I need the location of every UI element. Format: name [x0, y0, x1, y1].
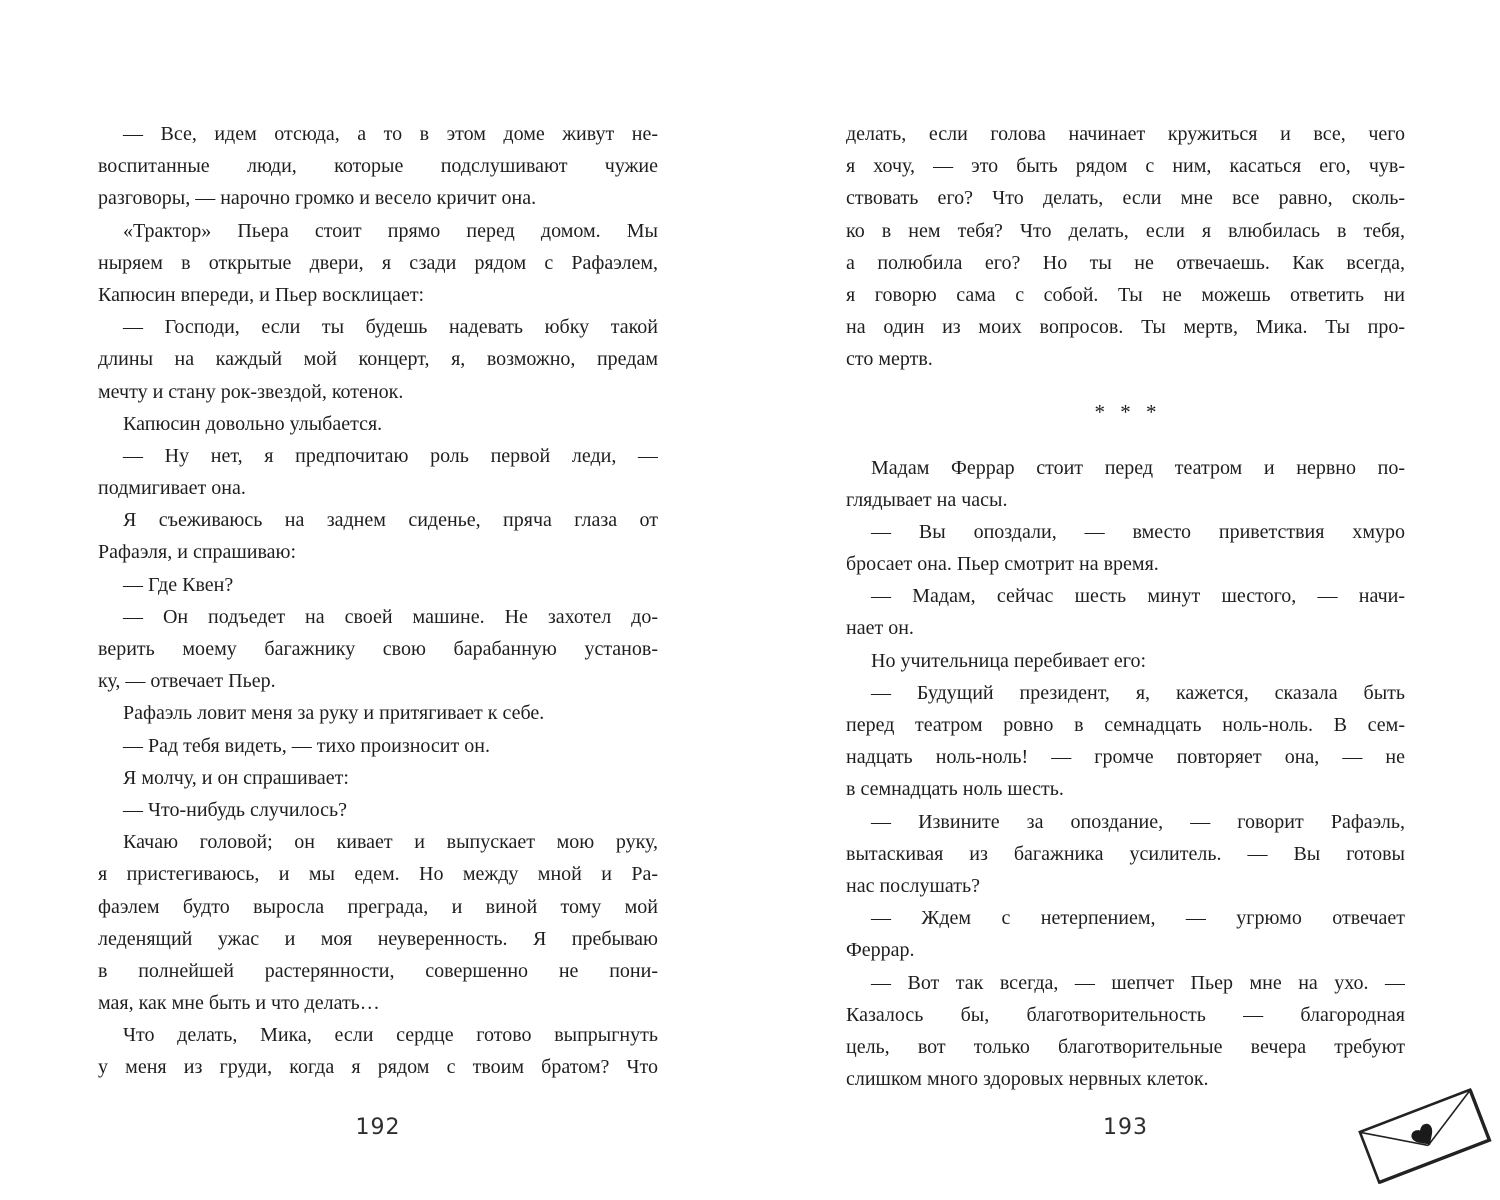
text-line: разговоры, — нарочно громко и весело кричит она. [98, 187, 537, 210]
text-line: в полнейшей растерянности, совершенно не пони- [98, 959, 658, 982]
text-line: я пристегиваюсь, и мы едем. Но между мной и Ра- [98, 863, 658, 886]
text-line: «Трактор» Пьера стоит прямо перед домом. Мы [123, 219, 658, 242]
text-line: Мадам Феррар стоит перед театром и нервно по- [871, 456, 1405, 479]
text-line: а полюбила его? Но ты не отвечаешь. Как всегда, [846, 251, 1405, 274]
page-number-left: 192 [355, 1115, 401, 1140]
text-line: у меня из груди, когда я рядом с твоим братом? Что [98, 1056, 658, 1079]
text-line: — Вот так всегда, — шепчет Пьер мне на ухо. — [871, 971, 1405, 994]
text-line: слишком много здоровых нервных клеток. [846, 1068, 1209, 1091]
text-line: — Вы опоздали, — вместо приветствия хмуро [871, 520, 1405, 543]
text-line: в семнадцать ноль шесть. [846, 778, 1064, 801]
text-line: фаэлем будто выросла преграда, и виной тому мой [98, 895, 658, 918]
text-line: Что делать, Мика, если сердце готово выпрыгнуть [123, 1024, 658, 1047]
text-line: бросает она. Пьер смотрит на время. [846, 553, 1159, 576]
text-line: я говорю сама с собой. Ты не можешь ответить ни [846, 283, 1405, 306]
text-line: Качаю головой; он кивает и выпускает мою руку, [123, 831, 658, 854]
text-line: сто мертв. [846, 348, 933, 371]
text-line: — Господи, если ты будешь надевать юбку такой [123, 316, 658, 339]
text-line: нас послушать? [846, 874, 981, 897]
text-line: ку, — отвечает Пьер. [98, 670, 276, 693]
text-line: мая, как мне быть и что делать… [98, 992, 380, 1015]
text-line: — Ждем с нетерпением, — угрюмо отвечает [871, 907, 1405, 930]
text-line: мечту и стану рок-звездой, котенок. [98, 380, 404, 403]
text-line: надцать ноль-ноль! — громче повторяет она, — не [846, 746, 1405, 769]
text-line: — Что-нибудь случилось? [123, 798, 347, 821]
text-line: Капюсин впереди, и Пьер восклицает: [98, 283, 425, 306]
section-separator: * * * [1094, 399, 1162, 424]
text-line: на один из моих вопросов. Ты мертв, Мика. Ты про- [846, 316, 1405, 339]
text-line: леденящий ужас и моя неуверенность. Я пребываю [98, 927, 658, 950]
text-line: Рафаэля, и спрашиваю: [98, 541, 297, 564]
text-line: ныряем в открытые двери, я сзади рядом с Рафаэлем, [98, 251, 658, 274]
page-left-text [98, 118, 658, 1084]
text-line: — Где Квен? [123, 573, 234, 596]
page-right-text [846, 118, 1405, 1095]
text-line: Казалось бы, благотворительность — благородная [846, 1003, 1405, 1026]
text-line: верить моему багажнику свою барабанную установ- [98, 638, 658, 660]
text-line: перед театром ровно в семнадцать ноль-ноль. В сем- [846, 714, 1405, 736]
text-line: вытаскивая из багажника усилитель. — Вы готовы [846, 842, 1405, 865]
text-line: глядывает на часы. [846, 488, 1008, 511]
text-line: Я съеживаюсь на заднем сиденье, пряча глаза от [123, 509, 658, 532]
text-line: Феррар. [846, 939, 915, 962]
text-line: — Мадам, сейчас шесть минут шестого, — начи- [871, 585, 1405, 608]
text-line: — Все, идем отсюда, а то в этом доме живут не- [123, 123, 658, 145]
text-line: — Ну нет, я предпочитаю роль первой леди, — [123, 444, 658, 467]
text-line: — Будущий президент, я, кажется, сказала быть [871, 681, 1405, 704]
text-line: Я молчу, и он спрашивает: [123, 766, 349, 789]
text-line: — Извините за опоздание, — говорит Рафаэль, [871, 810, 1405, 833]
text-line: Капюсин довольно улыбается. [123, 412, 383, 435]
text-line: я хочу, — это быть рядом с ним, касаться его, чув- [846, 155, 1405, 178]
text-line: длины на каждый мой концерт, я, возможно, предам [98, 348, 658, 371]
envelope-heart-icon [1355, 1082, 1495, 1192]
text-line: воспитанные люди, которые подслушивают чужие [98, 155, 658, 178]
text-line: Но учительница перебивает его: [871, 649, 1147, 672]
page-number-right: 193 [1103, 1115, 1148, 1140]
text-line: подмигивает она. [98, 477, 246, 500]
text-line: ко в нем тебя? Что делать, если я влюбилась в тебя, [846, 219, 1405, 242]
text-line: Рафаэль ловит меня за руку и притягивает к себе. [123, 702, 545, 725]
text-line: нает он. [846, 617, 914, 640]
text-line: — Он подъедет на своей машине. Не захотел до- [123, 605, 658, 628]
text-line: делать, если голова начинает кружиться и все, чего [846, 123, 1405, 145]
text-line: — Рад тебя видеть, — тихо произносит он. [123, 734, 490, 757]
text-line: цель, вот только благотворительные вечера требуют [846, 1035, 1405, 1058]
text-line: ствовать его? Что делать, если мне все равно, сколь- [846, 187, 1405, 210]
